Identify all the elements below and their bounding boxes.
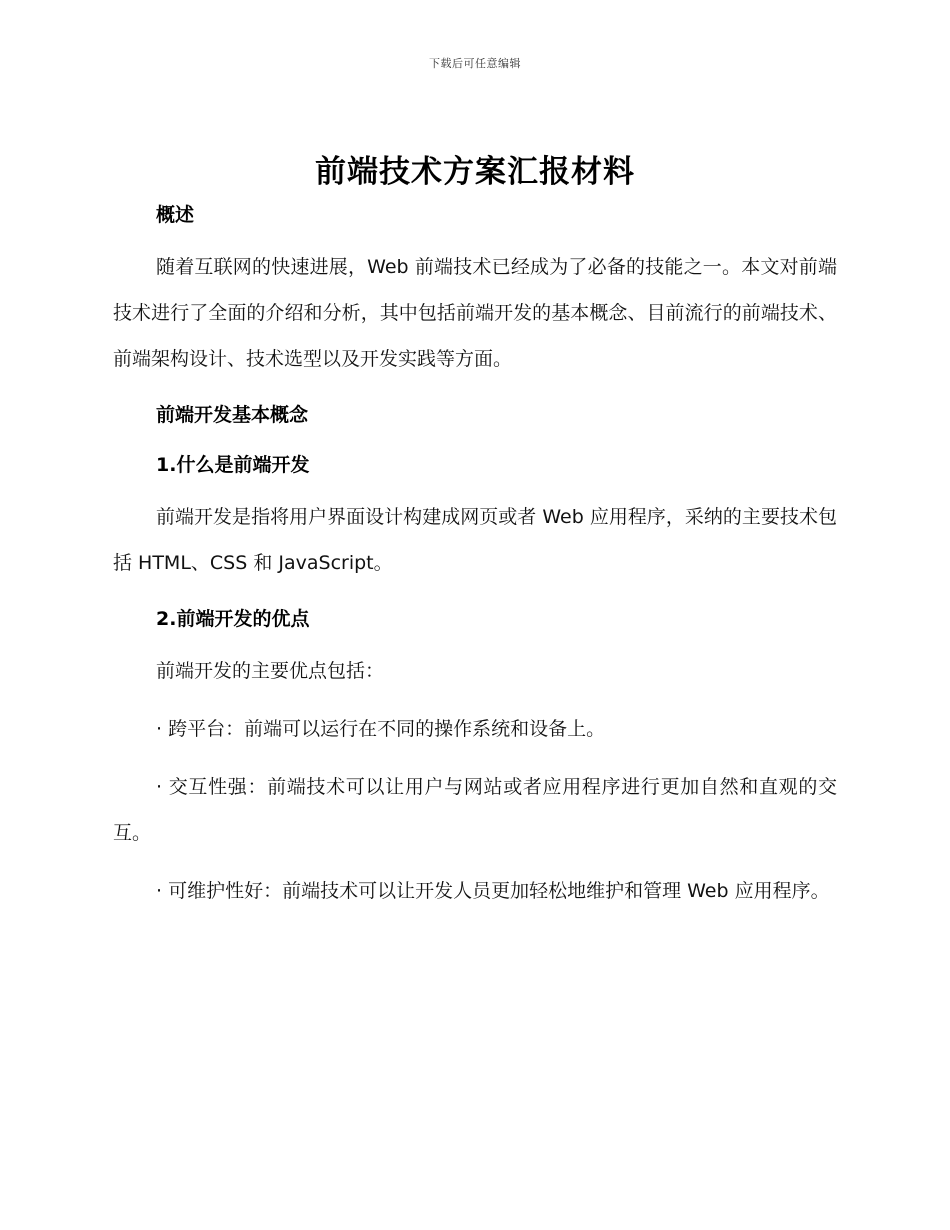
basics-heading: 前端开发基本概念	[156, 404, 309, 426]
overview-heading: 概述	[156, 204, 195, 226]
what-is-heading: 1.什么是前端开发	[156, 454, 310, 476]
advantage-item-interactivity: · 交互性强：前端技术可以让用户与网站或者应用程序进行更加自然和直观的交互。	[113, 776, 837, 844]
header-note: 下载后可任意编辑	[429, 57, 521, 70]
advantage-item-maintainability: · 可维护性好：前端技术可以让开发人员更加轻松地维护和管理 Web 应用程序。	[156, 880, 830, 902]
advantage-item-cross-platform: · 跨平台：前端可以运行在不同的操作系统和设备上。	[156, 718, 606, 740]
advantages-heading: 2.前端开发的优点	[156, 608, 310, 630]
document-title: 前端技术方案汇报材料	[315, 154, 635, 190]
what-is-paragraph: 前端开发是指将用户界面设计构建成网页或者 Web 应用程序，采纳的主要技术包括 HTML、CSS 和 JavaScript。	[113, 506, 837, 574]
advantages-intro: 前端开发的主要优点包括：	[156, 660, 385, 682]
overview-paragraph: 随着互联网的快速进展，Web 前端技术已经成为了必备的技能之一。本文对前端技术进行了全面的介绍和分析，其中包括前端开发的基本概念、目前流行的前端技术、前端架构设计、技术选型以及开发实践等方面。	[113, 256, 837, 370]
document-body	[113, 150, 837, 914]
